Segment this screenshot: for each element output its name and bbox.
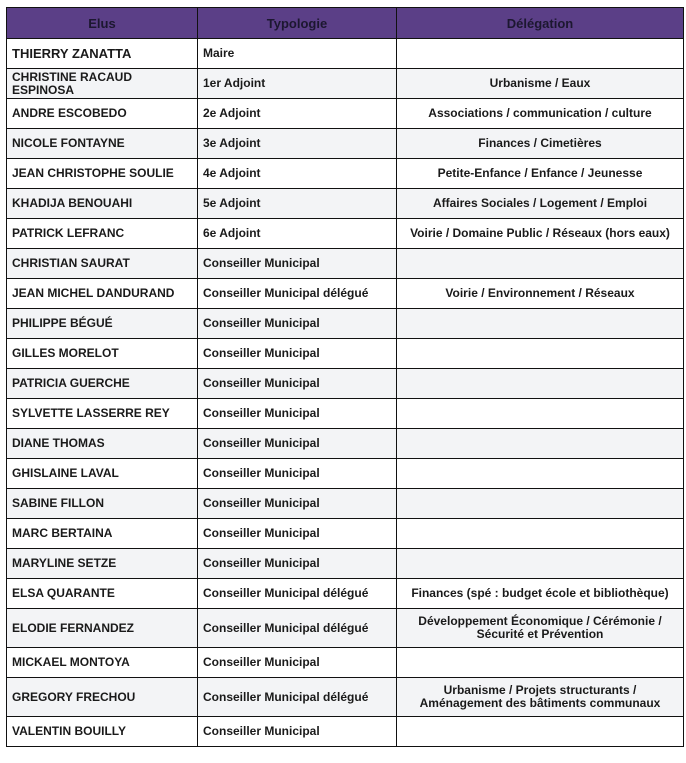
cell-name: MARYLINE SETZE <box>7 549 198 579</box>
cell-delegation <box>397 459 684 489</box>
cell-typologie: 2e Adjoint <box>198 99 397 129</box>
table-row <box>7 249 684 279</box>
table-row <box>7 549 684 579</box>
cell-delegation <box>397 519 684 549</box>
cell-delegation: Développement Économique / Cérémonie / Sécurité et Prévention <box>397 609 684 648</box>
cell-name: JEAN CHRISTOPHE SOULIE <box>7 159 198 189</box>
cell-delegation: Petite-Enfance / Enfance / Jeunesse <box>397 159 684 189</box>
cell-delegation <box>397 399 684 429</box>
cell-name: JEAN MICHEL DANDURAND <box>7 279 198 309</box>
cell-typologie: Conseiller Municipal <box>198 717 397 747</box>
cell-delegation: Urbanisme / Eaux <box>397 69 684 99</box>
cell-delegation <box>397 249 684 279</box>
table-row <box>7 99 684 129</box>
table-row <box>7 39 684 69</box>
cell-name: NICOLE FONTAYNE <box>7 129 198 159</box>
table-row <box>7 459 684 489</box>
cell-typologie: 3e Adjoint <box>198 129 397 159</box>
cell-name: SABINE FILLON <box>7 489 198 519</box>
table-row <box>7 279 684 309</box>
cell-typologie: Conseiller Municipal délégué <box>198 678 397 717</box>
cell-name: GREGORY FRECHOU <box>7 678 198 717</box>
cell-delegation <box>397 549 684 579</box>
cell-typologie: 1er Adjoint <box>198 69 397 99</box>
table-row <box>7 219 684 249</box>
cell-typologie: Conseiller Municipal <box>198 519 397 549</box>
cell-typologie: Conseiller Municipal <box>198 429 397 459</box>
table-row <box>7 609 684 648</box>
cell-typologie: Conseiller Municipal <box>198 549 397 579</box>
table-row <box>7 399 684 429</box>
cell-name: CHRISTINE RACAUD ESPINOSA <box>7 69 198 99</box>
cell-name: ELSA QUARANTE <box>7 579 198 609</box>
cell-delegation: Voirie / Environnement / Réseaux <box>397 279 684 309</box>
cell-name: PATRICIA GUERCHE <box>7 369 198 399</box>
cell-name: MARC BERTAINA <box>7 519 198 549</box>
cell-delegation: Finances / Cimetières <box>397 129 684 159</box>
cell-typologie: Conseiller Municipal <box>198 339 397 369</box>
cell-delegation <box>397 309 684 339</box>
table-row <box>7 369 684 399</box>
cell-name: CHRISTIAN SAURAT <box>7 249 198 279</box>
cell-delegation: Finances (spé : budget école et bibliothèque) <box>397 579 684 609</box>
column-header-typologie: Typologie <box>198 8 397 39</box>
column-header-elus: Elus <box>7 8 198 39</box>
table-row <box>7 189 684 219</box>
cell-name: GHISLAINE LAVAL <box>7 459 198 489</box>
cell-typologie: Conseiller Municipal délégué <box>198 609 397 648</box>
cell-delegation <box>397 717 684 747</box>
cell-name: THIERRY ZANATTA <box>7 39 198 69</box>
cell-delegation: Urbanisme / Projets structurants / Aménagement des bâtiments communaux <box>397 678 684 717</box>
cell-delegation <box>397 339 684 369</box>
cell-name: PHILIPPE BÉGUÉ <box>7 309 198 339</box>
cell-typologie: 4e Adjoint <box>198 159 397 189</box>
table-row <box>7 339 684 369</box>
cell-typologie: Conseiller Municipal <box>198 489 397 519</box>
cell-typologie: Conseiller Municipal délégué <box>198 279 397 309</box>
cell-delegation <box>397 489 684 519</box>
cell-typologie: 6e Adjoint <box>198 219 397 249</box>
cell-delegation <box>397 429 684 459</box>
table-header-row <box>7 8 684 39</box>
table-row <box>7 579 684 609</box>
table-row <box>7 519 684 549</box>
cell-name: DIANE THOMAS <box>7 429 198 459</box>
cell-typologie: Conseiller Municipal <box>198 309 397 339</box>
cell-name: MICKAEL MONTOYA <box>7 648 198 678</box>
table-row <box>7 678 684 717</box>
cell-typologie: Maire <box>198 39 397 69</box>
table-row <box>7 648 684 678</box>
table-row <box>7 309 684 339</box>
cell-name: KHADIJA BENOUAHI <box>7 189 198 219</box>
cell-delegation <box>397 648 684 678</box>
cell-name: PATRICK LEFRANC <box>7 219 198 249</box>
table-row <box>7 429 684 459</box>
cell-typologie: Conseiller Municipal <box>198 249 397 279</box>
cell-delegation: Voirie / Domaine Public / Réseaux (hors eaux) <box>397 219 684 249</box>
cell-name: VALENTIN BOUILLY <box>7 717 198 747</box>
cell-name: SYLVETTE LASSERRE REY <box>7 399 198 429</box>
elected-officials-table-container <box>6 7 683 747</box>
cell-name: ANDRE ESCOBEDO <box>7 99 198 129</box>
column-header-delegation: Délégation <box>397 8 684 39</box>
cell-typologie: Conseiller Municipal <box>198 648 397 678</box>
table-row <box>7 489 684 519</box>
cell-delegation: Affaires Sociales / Logement / Emploi <box>397 189 684 219</box>
cell-delegation <box>397 369 684 399</box>
cell-typologie: Conseiller Municipal <box>198 399 397 429</box>
cell-typologie: Conseiller Municipal <box>198 369 397 399</box>
table-row <box>7 69 684 99</box>
table-row <box>7 129 684 159</box>
table-row <box>7 159 684 189</box>
elected-officials-table <box>6 7 684 747</box>
cell-name: GILLES MORELOT <box>7 339 198 369</box>
cell-typologie: Conseiller Municipal délégué <box>198 579 397 609</box>
cell-delegation: Associations / communication / culture <box>397 99 684 129</box>
table-row <box>7 717 684 747</box>
cell-typologie: Conseiller Municipal <box>198 459 397 489</box>
cell-name: ELODIE FERNANDEZ <box>7 609 198 648</box>
cell-delegation <box>397 39 684 69</box>
cell-typologie: 5e Adjoint <box>198 189 397 219</box>
